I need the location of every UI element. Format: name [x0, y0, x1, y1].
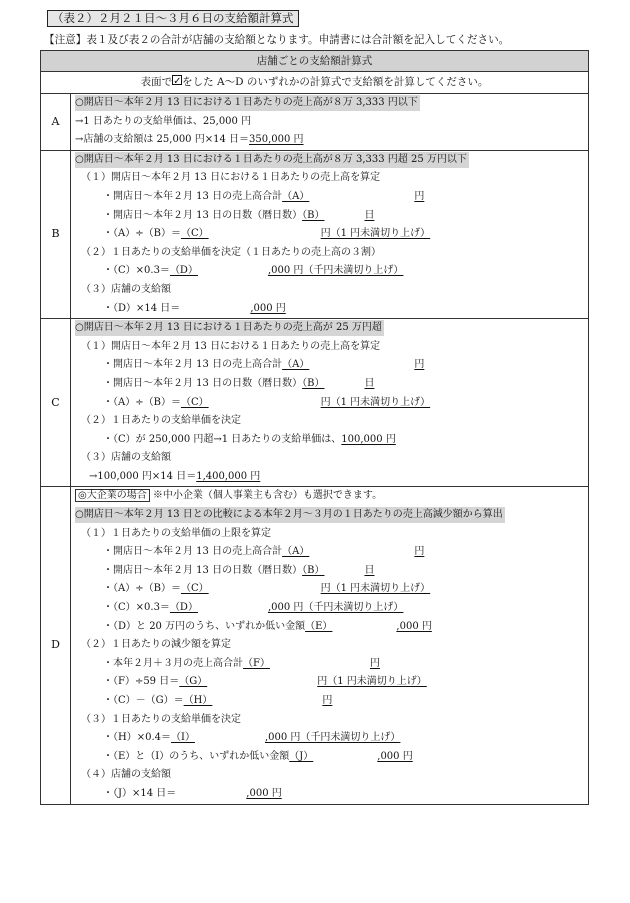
c-step1: （１）開店日～本年２月 13 日における１日あたりの売上高を算定 — [81, 340, 381, 352]
b-s1c-pre: ・（A）÷（B）＝ — [103, 228, 181, 240]
d-unit-d: ,000 円（千円未満切り上げ） — [267, 602, 404, 614]
c-unit-price-value: 100,000 円 — [341, 433, 396, 445]
b-s1a-pre: ・開店日～本年２月 13 日の売上高合計 — [103, 190, 283, 202]
d-step3-a — [75, 729, 588, 748]
row-a — [41, 94, 589, 151]
c-unit-c: 円（1 円未満切り上げ） — [320, 396, 431, 408]
d-s2a-pre: ・本年２月＋３月の売上高合計 — [103, 657, 243, 669]
calculation-table — [40, 50, 589, 805]
c-step3-a — [75, 468, 588, 487]
d-unit-total: ,000 円 — [246, 787, 282, 799]
row-c — [41, 319, 589, 487]
d-unit-b: 日 — [364, 564, 375, 576]
c-var-c: （C） — [180, 396, 209, 408]
content-b — [71, 150, 589, 318]
row-d — [41, 487, 589, 804]
label-b: B — [41, 150, 71, 318]
b-unit-d: ,000 円（千円未満切り上げ） — [267, 265, 404, 277]
label-d: D — [41, 487, 71, 804]
condition-a: ○開店日～本年２月 13 日における１日あたりの売上高が８万 3,333 円以下 — [75, 95, 420, 111]
d-s1e-pre: ・（D）と 20 万円のうち、いずれか低い金額 — [103, 620, 306, 632]
a-total-pre: →店舗の支給額は 25,000 円×14 日＝ — [75, 134, 250, 146]
c-unit-b: 日 — [364, 377, 375, 389]
d-var-c: （C） — [180, 583, 209, 595]
d-step2-c — [75, 692, 588, 711]
d-step1-d — [75, 599, 588, 618]
d-step4-a — [75, 785, 588, 804]
a-total-line — [75, 131, 588, 150]
c-step3: （３）店舗の支給額 — [81, 452, 171, 464]
a-unit-price: →1 日あたりの支給単価は、25,000 円 — [75, 115, 252, 127]
b-step2: （２）１日あたりの支給単価を決定（１日あたりの売上高の３割） — [81, 246, 381, 258]
content-d — [71, 487, 589, 804]
c-field-a[interactable] — [282, 359, 424, 370]
c-step1-a — [75, 356, 588, 375]
d-field-e[interactable] — [305, 621, 432, 632]
d-step2: （２）１日あたりの減少額を算定 — [81, 639, 231, 651]
d-field-i[interactable] — [171, 732, 400, 743]
d-s2c-pre: ・（C）－（G）＝ — [103, 695, 184, 706]
d-large-line — [75, 487, 588, 506]
c-var-a: （A） — [282, 359, 310, 371]
c-s3a-pre: →100,000 円×14 日＝ — [89, 470, 197, 482]
d-step1: （１）１日あたりの支給単価の上限を算定 — [81, 527, 271, 539]
b-field-a[interactable] — [282, 191, 424, 202]
b-unit-a: 円 — [414, 190, 425, 202]
c-step1-c — [75, 394, 588, 413]
c-s1b-pre: ・開店日～本年２月 13 日の日数（暦日数） — [103, 377, 303, 389]
d-unit-c: 円（1 円未満切り上げ） — [320, 583, 431, 595]
b-s3a-pre: ・（D）×14 日＝ — [103, 302, 181, 314]
a-total-value: 350,000 円 — [249, 134, 304, 146]
d-step4: （４）店舗の支給額 — [81, 769, 171, 781]
d-unit-a: 円 — [414, 546, 425, 558]
large-company-note: ※中小企業（個人事業主も含む）も選択できます。 — [152, 490, 383, 502]
row-b — [41, 150, 589, 318]
c-s2a-pre: ・（C）が 250,000 円超→1 日あたりの支給単価は、 — [103, 433, 342, 445]
d-field-j[interactable] — [289, 751, 412, 762]
c-s1a-pre: ・開店日～本年２月 13 日の売上高合計 — [103, 359, 283, 371]
c-field-b[interactable] — [302, 378, 374, 389]
d-field-h[interactable] — [184, 695, 333, 706]
d-field-b[interactable] — [302, 565, 374, 576]
b-s2a-pre: ・（C）×0.3＝ — [103, 265, 170, 277]
d-unit-j: ,000 円 — [377, 750, 413, 762]
c-step1-b — [75, 375, 588, 394]
d-field-d[interactable] — [170, 602, 403, 613]
b-field-c[interactable] — [181, 228, 430, 239]
d-s3a-pre: ・（H）×0.4＝ — [103, 732, 172, 744]
d-s1d-pre: ・（C）×0.3＝ — [103, 602, 170, 614]
d-var-g: （G） — [179, 676, 208, 688]
b-field-b[interactable] — [302, 210, 374, 221]
c-total-value: 1,400,000 円 — [196, 470, 261, 482]
d-unit-i: ,000 円（千円未満切り上げ） — [264, 732, 401, 744]
d-var-h: （H） — [183, 695, 213, 706]
content-a — [71, 94, 589, 151]
d-unit-h: 円 — [322, 695, 333, 706]
c-field-c[interactable] — [181, 397, 430, 408]
d-var-i: （I） — [171, 732, 195, 744]
d-field-g[interactable] — [179, 676, 427, 687]
b-step3: （３）店舗の支給額 — [81, 283, 171, 295]
d-s1a-pre: ・開店日～本年２月 13 日の売上高合計 — [103, 546, 283, 558]
condition-d: ○開店日～本年２月 13 日との比較による本年２月～３月の１日あたりの売上高減少額から算出 — [75, 507, 505, 523]
b-s1b-pre: ・開店日～本年２月 13 日の日数（暦日数） — [103, 209, 303, 221]
instruction-pre: 表面で — [140, 76, 173, 88]
d-var-d: （D） — [169, 602, 198, 614]
b-step1-a — [75, 188, 588, 207]
b-unit-total: ,000 円 — [250, 302, 286, 314]
b-var-b: （B） — [302, 209, 325, 221]
d-step1-b — [75, 562, 588, 581]
d-s3b-pre: ・（E）と（I）のうち、いずれか低い金額 — [103, 750, 290, 762]
d-step2-a — [75, 655, 588, 674]
b-unit-c: 円（1 円未満切り上げ） — [320, 228, 431, 240]
b-step1: （１）開店日～本年２月 13 日における１日あたりの売上高を算定 — [81, 172, 381, 184]
c-unit-a: 円 — [414, 359, 425, 371]
b-var-a: （A） — [282, 190, 310, 202]
b-step1-b — [75, 207, 588, 226]
b-step3-a — [75, 300, 588, 319]
c-var-b: （B） — [302, 377, 325, 389]
d-field-total[interactable] — [176, 788, 281, 799]
c-s1c-pre: ・（A）÷（B）＝ — [103, 396, 181, 408]
b-field-total[interactable] — [180, 303, 285, 314]
d-field-c[interactable] — [181, 583, 430, 594]
d-s2b-pre: ・（F）÷59 日＝ — [103, 676, 180, 688]
d-var-b: （B） — [302, 564, 325, 576]
b-unit-b: 日 — [364, 209, 375, 221]
d-s1b-pre: ・開店日～本年２月 13 日の日数（暦日数） — [103, 564, 303, 576]
d-s4a-pre: ・（J）×14 日＝ — [103, 787, 177, 799]
d-field-a[interactable] — [282, 546, 424, 557]
checkbox-icon — [172, 75, 182, 85]
d-step2-b — [75, 673, 588, 692]
b-step1-c — [75, 225, 588, 244]
condition-c: ○開店日～本年２月 13 日における１日あたりの売上高が 25 万円超 — [75, 320, 384, 336]
d-step1-c — [75, 580, 588, 599]
d-var-j: （J） — [289, 750, 314, 762]
content-c — [71, 319, 589, 487]
d-step1-a — [75, 543, 588, 562]
table-title: 店舗ごとの支給額計算式 — [41, 51, 589, 72]
d-unit-f: 円 — [369, 657, 380, 669]
d-step3-b — [75, 748, 588, 767]
d-var-a: （A） — [282, 546, 310, 558]
d-step1-e — [75, 618, 588, 637]
label-c: C — [41, 319, 71, 487]
condition-b: ○開店日～本年２月 13 日における１日あたりの売上高が８万 3,333 円超 25 万円以下 — [75, 152, 469, 168]
d-var-e: （E） — [305, 620, 333, 632]
c-step2-a — [75, 431, 588, 450]
d-s1c-pre: ・（A）÷（B）＝ — [103, 583, 181, 595]
b-field-d[interactable] — [170, 265, 403, 276]
instruction-row — [41, 72, 589, 94]
d-var-f: （F） — [243, 657, 270, 669]
b-step2-a — [75, 262, 588, 281]
d-unit-e: ,000 円 — [396, 620, 432, 632]
b-var-c: （C） — [180, 228, 209, 240]
label-a: A — [41, 94, 71, 151]
table-heading: （表２）２月２１日～３月６日の支給額計算式 — [47, 10, 299, 27]
d-field-f[interactable] — [243, 658, 380, 669]
caution-note: 【注意】表１及び表２の合計が店舗の支給額となります。申請書には合計額を記入してください。 — [44, 34, 510, 46]
d-step3: （３）１日あたりの支給単価を決定 — [81, 713, 241, 725]
d-unit-g: 円（1 円未満切り上げ） — [317, 676, 427, 688]
c-step2: （２）１日あたりの支給単価を決定 — [81, 415, 241, 427]
instruction-post: をした A～D のいずれかの計算式で支給額を計算してください。 — [182, 76, 489, 88]
large-company-badge: ◎大企業の場合 — [75, 489, 150, 502]
b-var-d: （D） — [169, 265, 198, 277]
